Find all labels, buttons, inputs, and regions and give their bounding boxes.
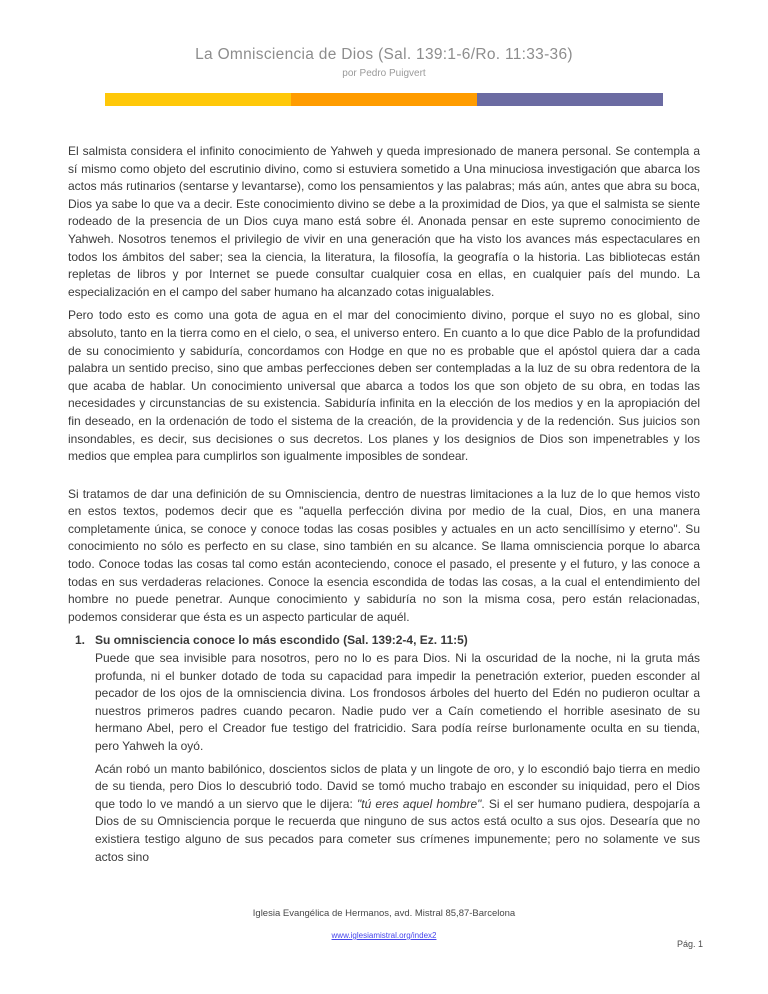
section-paragraph-2 — [95, 761, 700, 867]
section-heading: Su omnisciencia conoce lo más escondido (Sal. 139:2-4, Ez. 11:5) — [95, 633, 468, 648]
footer-website-link[interactable]: www.iglesiamistral.org/index2 — [331, 931, 437, 940]
section-paragraph-1: Puede que sea invisible para nosotros, pero no lo es para Dios. Ni la oscuridad de la noche, ni la gruta más profunda, ni el bunker dotado de toda su capacidad para impedir la penetración exterior, pueden esconder al pecador de los ojos de la omnisciencia divina. Los frondosos árboles del huerto del Edén no pudieron ocultar a nuestros primeros padres cuando pecaron. Nadie pudo ver a Caín cometiendo el horrible asesinato de su hermano Abel, pero el Creador fue testigo del fratricidio. Sara podía reírse burlonamente oculta en su tienda, pero Yahweh la oyó. — [95, 651, 700, 753]
document-body — [68, 143, 700, 866]
accent-bar-segment-orange — [291, 93, 477, 106]
paragraph-second: Pero todo esto es como una gota de agua en el mar del conocimiento divino, porque el suyo no es global, sino absoluto, tanto en la tierra como en el cielo, o sea, el universo entero. En cuanto a lo que dice Pablo de la profundidad de su conocimiento y sabiduría, concordamos con Hodge en que no es probable que el apóstol quiera dar a cada palabra un sentido preciso, sino que ambas perfecciones deben ser contempladas a la luz de su obra redentora de la que acaba de hablar. Un conocimiento universal que abarca a todos los que son objeto de su obra, en todas las necesidades y circunstancias de su existencia. Sabiduría infinita en la elección de los medios y en la apropiación del fin deseado, en la ordenación de todo el sistema de la creación, de la providencia y de la redención. Sus juicios son insondables, es decir, sus decisiones o sus decretos. Los planes y los designios de Dios son impenetrables y los medios que emplea para cumplirlos son igualmente imposibles de sondear. — [68, 308, 700, 464]
decorative-accent-bar — [105, 93, 663, 106]
footer-link-row — [0, 931, 768, 940]
accent-bar-segment-purple — [477, 93, 663, 106]
accent-bar-segment-yellow — [105, 93, 291, 106]
section-paragraph-2-after: . Si el ser humano pudiera, despojaría a Dios de su Omnisciencia porque le recuerda que ninguno de sus actos está oculto a sus ojos. Desearía que no existiera testigo alguno de sus pecados para cometer sus crímenes impunemente; pero no solamente ve sus actos sino — [95, 796, 700, 864]
footer-address: Iglesia Evangélica de Hermanos, avd. Mistral 85,87-Barcelona — [0, 908, 768, 919]
page-number: Pág. 1 — [676, 939, 703, 949]
section-paragraph-2-before: Acán robó un manto babilónico, doscientos siclos de plata y un lingote de oro, y lo escondió bajo tierra en medio de su tienda, pero Dios lo descubrió todo. David se tomó mucho trabajo en esconder su iniquidad, pero el Dios que todo lo ve mandó a un siervo que le dijera: — [95, 761, 700, 811]
section-content — [95, 632, 700, 866]
paragraph-intro: El salmista considera el infinito conocimiento de Yahweh y queda impresionado de manera personal. Se contempla a sí mismo como objeto del escrutinio divino, como si estuviera sometido a Una minuciosa investigación que abarca los actos más rutinarios (sentarse y levantarse), como los pensamientos y las palabras; más aún, antes que abra su boca, Dios ya sabe lo que va a decir. Este conocimiento divino se debe a la proximidad de Dios, ya que el salmista se siente rodeado de la presencia de un Dios cuya mano está sobre él. Anonada pensar en este supremo conocimiento de Yahweh. Nosotros tenemos el privilegio de vivir en una generación que ha visto los avances más espectaculares en todos los ámbitos del saber; sea la ciencia, la literatura, la filosofía, la geografía o la historia. Las bibliotecas están repletas de libros y por Internet se puede consultar cualquier cosa en ellas, en cualquier país del mundo. La especialización en el campo del saber humano ha alcanzado cotas inigualables. — [68, 144, 700, 299]
paragraph-definition: Si tratamos de dar una definición de su Omnisciencia, dentro de nuestras limitaciones a la luz de lo que hemos visto en estos textos, podemos decir que es "aquella perfección divina por medio de la cual, Dios, en una manera completamente única, se conoce y conoce todas las cosas posibles y actuales en un acto sencillísimo y eterno". Su conocimiento no sólo es perfecto en su clase, sino también en su alcance. Se llama omnisciencia porque lo abarca todo. Conoce todas las cosas tal como están aconteciendo, conoce el pasado, el presente y el futuro, y las conoce a todas en sus verdaderas relaciones. Conoce la esencia escondida de todas las cosas, a la cual el entendimiento del hombre no puede penetrar. Aunque conocimiento y sabiduría no son la misma cosa, pero están relacionadas, podemos considerar que ésta es un aspecto particular de aquél. — [68, 486, 700, 624]
section-number: 1. — [75, 633, 86, 648]
quoted-phrase-italic: "tú eres aquel hombre" — [356, 796, 482, 811]
page-title: La Omnisciencia de Dios (Sal. 139:1-6/Ro. 11:33-36) — [195, 46, 573, 63]
page-subtitle: por Pedro Puigvert — [342, 68, 426, 79]
numbered-section-1 — [68, 632, 700, 866]
